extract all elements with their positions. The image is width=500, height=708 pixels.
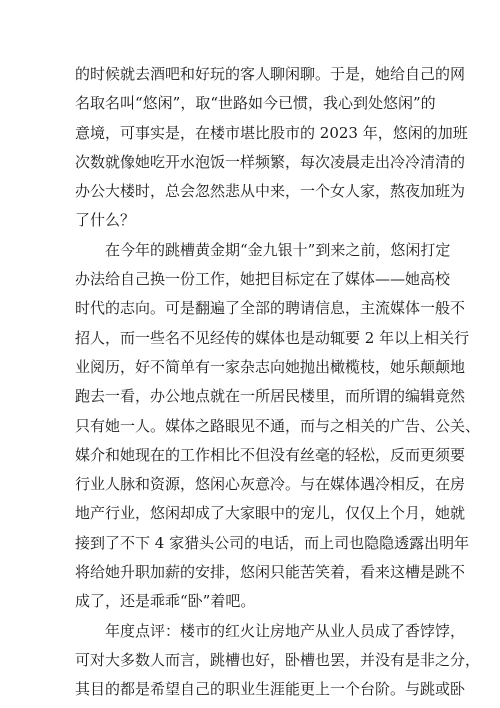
body-text bbox=[75, 60, 481, 705]
paragraph-first-line: 在今年的跳槽黄金期“金九银十”到来之前，悠闲打定 bbox=[105, 240, 451, 259]
text-line: 名取名叫“悠闲”，取“世路如今已惯，我心到处悠闲”的 bbox=[75, 94, 436, 113]
text-line: 接到了不下 4 家猎头公司的电话，而上司也隐隐透露出明年 bbox=[75, 533, 470, 552]
text-line: 业阅历，好不简单有一家杂志向她抛出橄榄枝，她乐颠颠地 bbox=[75, 357, 466, 376]
text-line: 媒介和她现在的工作相比不但没有丝毫的轻松，反而更须要 bbox=[75, 445, 466, 464]
text-line: 时代的志向。可是翻遍了全部的聘请信息，主流媒体一般不 bbox=[75, 299, 466, 318]
text-line: 招人，而一些名不见经传的媒体也是动辄要 2 年以上相关行 bbox=[75, 328, 470, 347]
text-line: 只有她一人。媒体之路眼见不通，而与之相关的广告、公关、 bbox=[75, 416, 481, 435]
text-line: 办公大楼时，总会忽然悲从中来，一个女人家，熬夜加班为 bbox=[75, 182, 466, 201]
text-line: 办法给自己换一份工作，她把目标定在了媒体——她高校 bbox=[75, 270, 451, 289]
text-line: 的时候就去酒吧和好玩的客人聊闲聊。于是，她给自己的网 bbox=[75, 65, 466, 83]
text-line: 其目的都是希望自己的职业生涯能更上一个台阶。与跳或卧 bbox=[75, 680, 466, 699]
text-line: 意境，可事实是，在楼市堪比股市的 2023 年，悠闲的加班 bbox=[75, 123, 468, 142]
text-line: 成了，还是乖乖“卧”着吧。 bbox=[75, 592, 256, 611]
text-line: 行业人脉和资源，悠闲心灰意冷。与在媒体遇冷相反，在房 bbox=[75, 475, 466, 494]
text-line: 次数就像她吃开水泡饭一样频繁，每次凌晨走出冷冷清清的 bbox=[75, 152, 466, 171]
paragraph-first-line: 年度点评：楼市的红火让房地产从业人员成了香饽饽， bbox=[105, 621, 466, 640]
text-line: 可对大多数人而言，跳槽也好，卧槽也罢，并没有是非之分， bbox=[75, 650, 481, 669]
text-line: 地产行业，悠闲却成了大家眼中的宠儿，仅仅上个月，她就 bbox=[75, 504, 466, 523]
text-line: 了什么？ bbox=[75, 211, 136, 230]
text-line: 将给她升职加薪的安排，悠闲只能苦笑着，看来这槽是跳不 bbox=[75, 563, 466, 582]
text-line: 跑去一看，办公地点就在一所居民楼里，而所谓的编辑竟然 bbox=[75, 387, 466, 406]
